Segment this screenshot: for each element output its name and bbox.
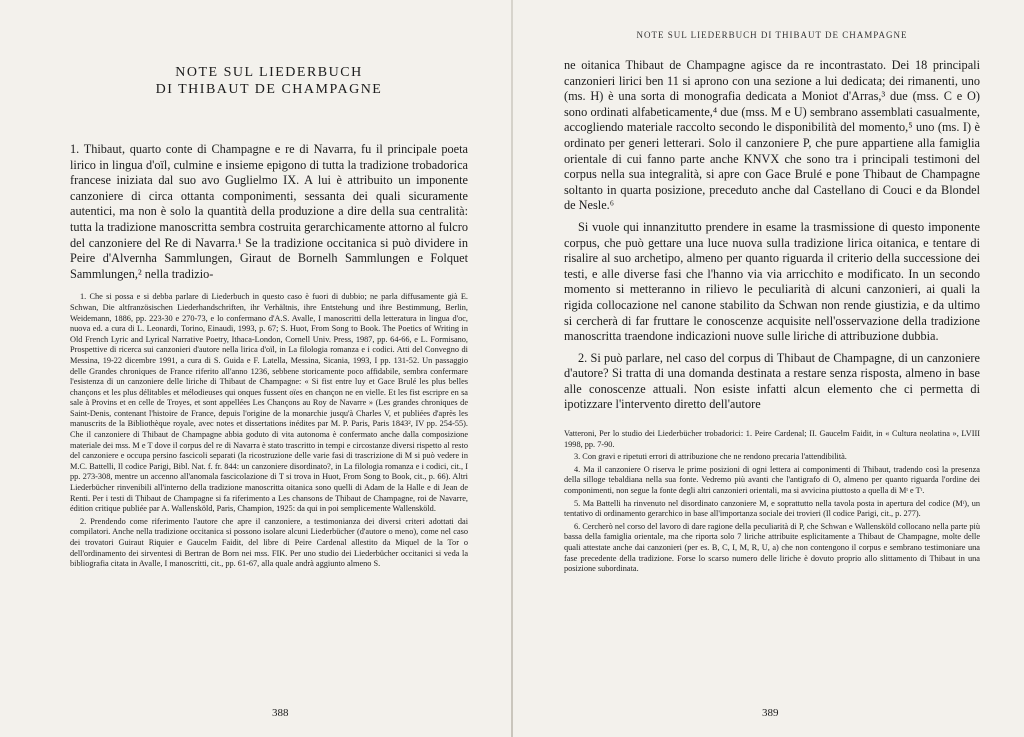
left-footnotes [70,292,468,569]
right-page [512,0,1024,737]
chapter-title-line1: NOTE SUL LIEDERBUCH [175,65,363,80]
page-number-left: 388 [272,707,289,719]
right-paragraph-3: 2. Si può parlare, nel caso del corpus di Thibaut de Champagne, di un canzoniere d'autore? Si tratta di una domanda destinata a restare senza risposta, almeno in base alle conoscenze attuali. Non esiste infatti alcun elemento che ci permetta di ipotizzare l'intervento diretto dell'autore [564,350,980,412]
footnote-continuation: Vatteroni, Per lo studio dei Liederbücher trobadorici: 1. Peire Cardenal; II. Gaucelm Faidit, in « Cultura neolatina », LVIII 1998, pp. 7-90. [564,429,980,449]
left-paragraph-1: 1. Thibaut, quarto conte di Champagne e re di Navarra, fu il principale poeta lirico in lingua d'oïl, culmine e insieme epigono di tutta la tradizione trobadorica francese iniziata dal suo avo Guglielmo IX. A lui è attribuito un imponente canzoniere di circa ottanta componimenti, sessanta dei quali sicuramente autentici, ma non è solo la quantità della produzione a dire della sua centralità: tutta la tradizione manoscritta sembra costruita gerarchicamente attorno al fulcro del canzoniere del Re di Navarra.¹ Se la tradizione occitanica si può dividere in Peire d'Alvernha Sammlungen, Giraut de Bornelh Sammlungen e Folquet Sammlungen,² nella tradizio- [70,142,468,281]
right-paragraph-1: ne oitanica Thibaut de Champagne agisce da re incontrastato. Dei 18 principali canzonieri lirici ben 11 si aprono con una sezione a lui dedicata; dei rimanenti, uno (ms. H) è una sorta di monografia dedicata a Moniot d'Arras,³ due (mss. C e O) sono ordinati alfabeticamente,⁴ due (mss. M e U) sembrano assemblati casualmente, accogliendo materiale raccolto secondo le disponibilità del momento,⁵ uno (ms. I) è ordinato per generi letterari. Solo il canzoniere P, che pure appartiene alla famiglia orientale di cui fanno parte anche KNVX che sono tra i principali testimoni del corpus nella sua integralità, si apre con Gace Brulé e pone Thibaut de Champagne soltanto in quarta posizione, preceduto anche dal Castellano di Couci e da Blondel de Nesle.⁶ [564,58,980,213]
chapter-title [70,64,468,98]
right-footnotes [564,429,980,575]
running-head: NOTE SUL LIEDERBUCH DI THIBAUT DE CHAMPAGNE [636,30,908,40]
footnote-6: 6. Cercherò nel corso del lavoro di dare ragione della peculiarità di P, che Schwan e Wallensköld collocano nella parte più bassa della famiglia orientale, ma che riporta solo 7 liriche attribuite esplicitamente a Thibaut de Champagne, molte delle quali attestate anche dai canzonieri (per es. B, C, I, M, R, U, a) che non contengono il corpus e sembrano testimoniare una fase precedente della tradizione. Forse lo scarso numero delle liriche è dovuto proprio allo slittamento di Thibaut in una posizione subordinata. [564,521,980,574]
footnote-5: 5. Ma Battelli ha rinvenuto nel disordinato canzoniere M, e soprattutto nella tavola posta in apertura del codice (Mᵗ), un tentativo di ordinamento gerarchico in base all'importanza sociale dei trovieri (Il codice Parigi, cit., p. 277). [564,498,980,519]
footnote-2: 2. Prendendo come riferimento l'autore che apre il canzoniere, a testimonianza dei diversi criteri adottati dai compilatori. Anche nella tradizione occitanica si possono isolare alcuni Liederbücher (d'autore o meno), come nel caso dei trovatori Guiraut Riquier e Gaucelm Faidit, del libre di Peire Cardenal allestito da Miquel de la Tor o dell'ordinamento dei sirventesi di Bertran de Born nei mss. FIK. Per uno studio dei Liederbücher occitanici si veda la bibliografia citata in Avalle, I manoscritti, cit., pp. 61-67, alla quale andrà aggiunto almeno S. [70,516,468,569]
footnote-4: 4. Ma il canzoniere O riserva le prime posizioni di ogni lettera ai componimenti di Thibaut, tradendo così la presenza della silloge tebaldiana nella sua fonte. Vedremo più avanti che l'antigrafo di O, almeno per quanto riguarda l'ordine dei componimenti, non segue la fonte degli altri canzonieri orientali, ma si avvicina piuttosto a quella di Mᵗ e Tᵗ. [564,464,980,496]
right-paragraph-2: Si vuole qui innanzitutto prendere in esame la trasmissione di questo imponente corpus, che può gettare una luce nuova sulla tradizione lirica oitanica, e tentare di risalire al suo archetipo, almeno per quanto riguarda il criterio della successione dei testi, e alle diverse fasi che l'hanno via via arricchito e modificato. In un secondo momento si metteranno in rilievo le peculiarità di alcuni canzonieri, ai quali la rigida collocazione nel canone stabilito da Schwan non rende giustizia, e da ultimo si cercherà di far fruttare le conoscenze acquisite nell'osservazione della tradizione manoscritta traendone indicazioni nuove sulle liriche di attribuzione dubbia. [564,219,980,344]
footnote-3: 3. Con gravi e ripetuti errori di attribuzione che ne rendono precaria l'attendibilità. [574,452,847,462]
chapter-title-line2: DI THIBAUT DE CHAMPAGNE [155,82,383,97]
page-number-right: 389 [762,707,779,719]
footnote-1: 1. Che si possa e si debba parlare di Liederbuch in questo caso è fuori di dubbio; ne parla diffusamente già E. Schwan, Die altfranzösischen Liederhandschriften, ihr Verhältnis, ihre Entstehung und ihre Bestimmung, Berlin, Weidemann, 1886, pp. 223-30 e 270-73, e lo confermano d'A.S. Avalle, I manoscritti della letteratura in lingua d'oc, nuova ed. a cura di L. Leonardi, Torino, Einaudi, 1993, p. 67; S. Huot, From Song to Book. The Poetics of Writing in Old French Lyric and Lyrical Narrative Poetry, Ithaca-London, Cornell Univ. Press, 1987, pp. 64-66, e L. Formisano, Prospettive di ricerca sui canzonieri d'autore nella lirica d'oïl, in La filologia romanza e i codici. Atti del Convegno di Messina, 19-22 dicembre 1991, a cura di S. Guida e F. Latella, Messina, Sicania, 1993, I pp. 131-52. Un passaggio delle Grandes chroniques de France riferito all'anno 1236, sebbene storicamente poco affidabile, sembra confermare l'esistenza di un canzoniere delle liriche di Thibaut de Champagne: « Si fist entre luy et Gace Brulé les plus belles chançons et les plus délitables et mélodieuses qui onques fussent oïes en chançon ne en vielle. Et les fist escripre en sa sale à Provins et en celle de Troyes, et sont appellées Les Chançons au Roy de Navarre » (Les grandes chroniques de Saint-Denis, contenant l'histoire de France, depuis l'origine de la monarchie jusqu'à Charles V, et publiées d'après les manuscrits de la Bibliothèque royale, avec notes et dissertations inédites par M. P. Paris, Paris 1843², IV pp. 254-55). Che il canzoniere di Thibaut de Champagne abbia goduto di vita autonoma è confermato anche dalla composizione materiale dei mss. M e T dove il corpus del re di Navarra è stato trascritto in tempi e circostanze diversi rispetto al resto del canzoniere e occupa persino fascicoli separati (la ricostruzione delle varie fasi di trascrizione di M si può vedere in M.C. Battelli, Il codice Parigi, Bibl. Nat. f. fr. 844: un canzoniere disordinato?, in La filologia romanza e i codici, cit., I pp. 273-308, mentre un accenno all'anomala fascicolazione di T si trova in Huot, From Song to Book, cit., p. 66). Altri Liederbücher rinvenibili all'interno della tradizione manoscritta oitanica sono quelli di Adam de la Halle e di Jean de Renti. Per i testi di Thibaut de Champagne si fa riferimento a Les chansons de Thibaut de Champagne, roi de Navarre, édition critique publiée par A. Wallensköld, Paris, Champion, 1925: da qui in poi semplicemente Wallensköld. [70,292,468,514]
